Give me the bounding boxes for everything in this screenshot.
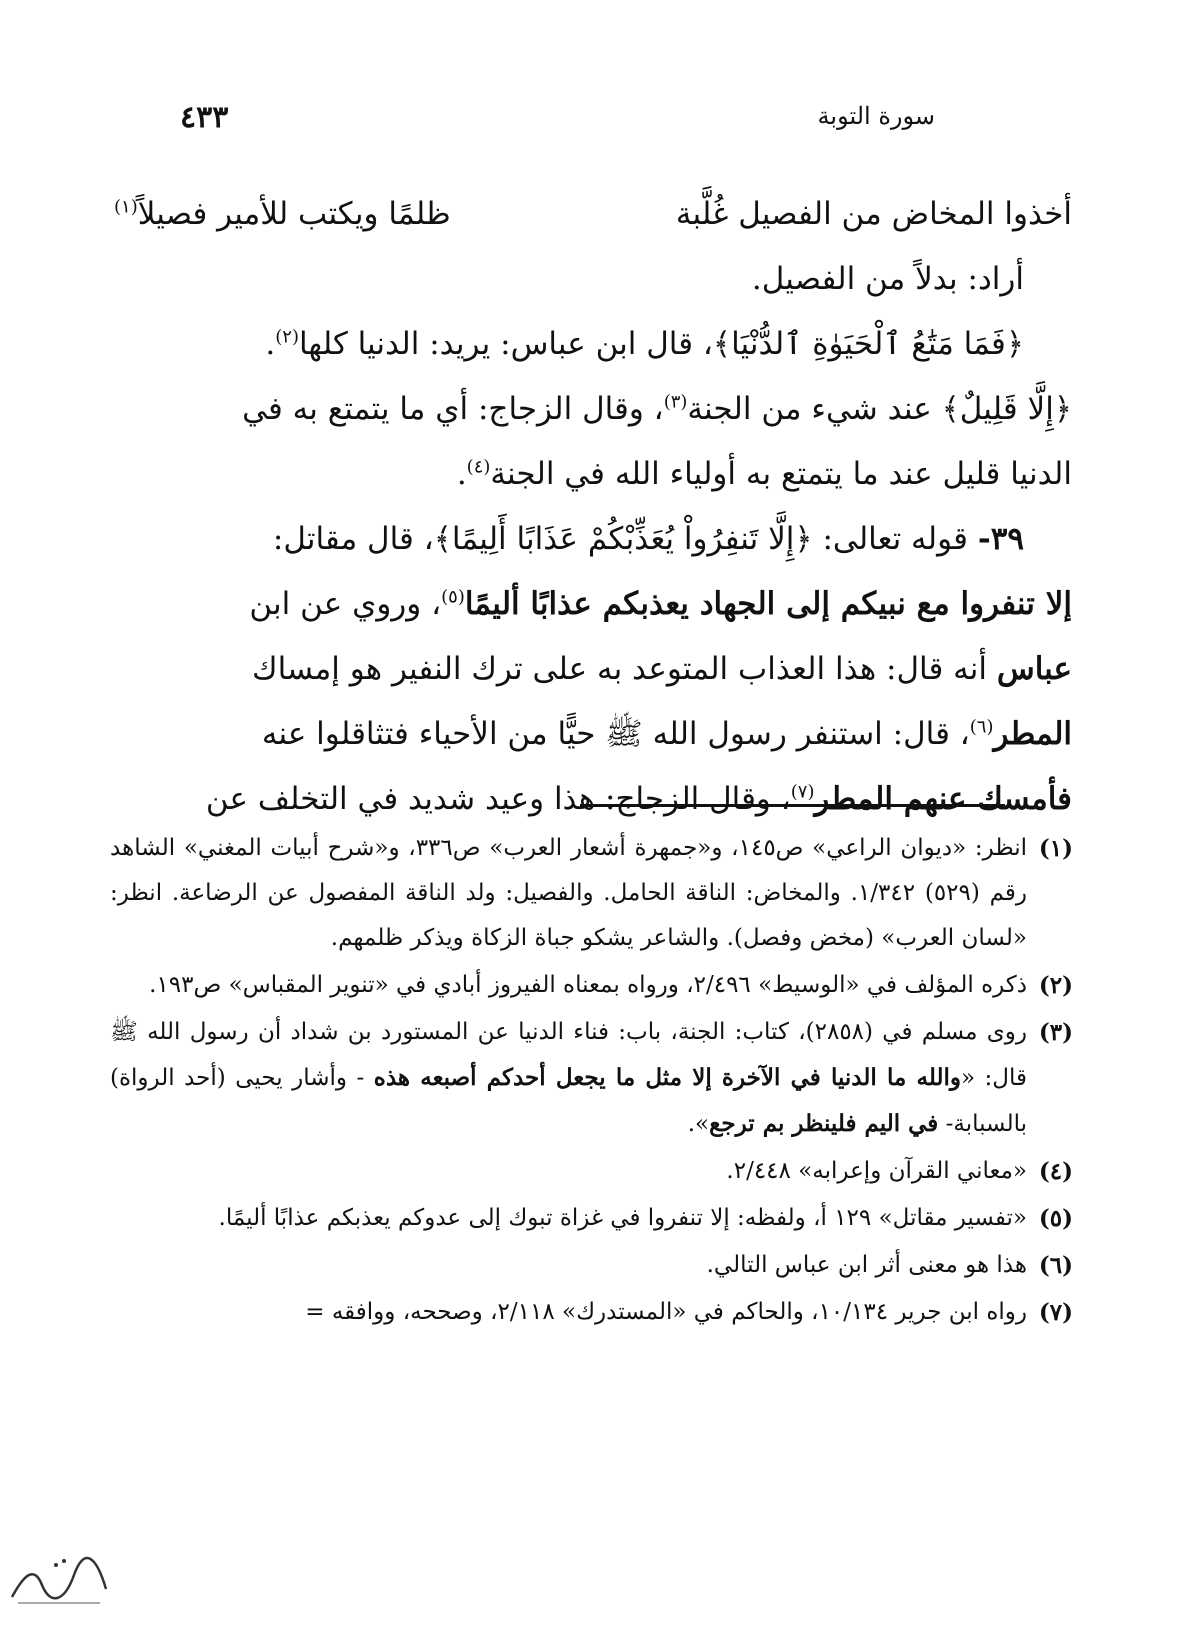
footnote [110, 1290, 1073, 1335]
text-line: أراد: بدلاً من الفصيل. [751, 261, 1024, 297]
footnote [110, 1010, 1073, 1147]
footnote-ref: (٤) [466, 456, 491, 478]
page-header [180, 100, 935, 140]
footnote-text: انظر: «ديوان الراعي» ص١٤٥، و«جمهرة أشعار العرب» ص٣٣٦، و«شرح أبيات المغني» الشاهد رقم (٥٢٩) ١/٣٤٢. والمخاض: الناقة الحامل. والفصيل: ولد الناقة المفصول عن الرضاعة. انظر: «لسان العرب» (مخض وفصل). والشاعر يشكو جباة الزكاة ويذكر ظلمهم. [110, 835, 1027, 951]
footnote-ref: (٦) [969, 716, 994, 738]
text-line: ﴿إِلَّا قَلِيلٌ﴾ عند شيء من الجنة$^{(٣)}$، وقال الزجاج: أي ما يتمتع به في [242, 391, 1072, 427]
footnote-ref: (٣) [663, 391, 688, 413]
watermark-logo [4, 1545, 114, 1615]
footnote [110, 1149, 1073, 1194]
footnote [110, 826, 1073, 961]
footnote-ref: (٧) [790, 781, 815, 803]
footnote-number: (٥) [1038, 1205, 1073, 1232]
footnote-number: (٦) [1038, 1252, 1073, 1279]
footnote-text: روى مسلم في (٢٨٥٨)، كتاب: الجنة، باب: فناء الدنيا عن المستورد بن شداد أن رسول الله ﷺ قال: «والله ما الدنيا في الآخرة إلا مثل ما يجعل أحدكم أصبعه هذه - وأشار يحيى (أحد الرواة) بالسبابة- في اليم فلينظر بم ترجع». [110, 1019, 1027, 1137]
verse-number: ٣٩- [977, 521, 1024, 557]
text-line: الدنيا قليل عند ما يتمتع به أولياء الله في الجنة$^{(٤)}$. [456, 456, 1072, 492]
quran-quote: ﴿إِلَّا تَنفِرُواْ يُعَذِّبْكُمْ عَذَابًا أَلِيمًا﴾ [433, 521, 813, 557]
footnote-number: (٧) [1038, 1299, 1073, 1326]
footnote-divider [580, 804, 1005, 807]
main-text [114, 182, 1072, 832]
footnote [110, 963, 1073, 1008]
text-line: المطر$^{(٦)}$، قال: استنفر رسول الله ﷺ حيًّا من الأحياء فتثاقلوا عنه [261, 716, 1072, 752]
quran-quote: ﴿فَمَا مَتَٰعُ ٱلْحَيَوٰةِ ٱلدُّنْيَا﴾ [712, 326, 1024, 362]
footnote-number: (١) [1038, 835, 1073, 862]
text-line: فأمسك عنهم المطر$^{(٧)}$، وقال الزجاج: هذا وعيد شديد في التخلف عن [205, 781, 1072, 817]
verse-first-hemistich: أخذوا المخاض من الفصيل غُلَّبة [675, 196, 1072, 232]
poetry-verse [114, 182, 1072, 247]
page-number: ٤٣٣ [180, 100, 229, 135]
text-line: عباس أنه قال: هذا العذاب المتوعد به على ترك النفير هو إمساك [252, 651, 1072, 687]
footnote-ref: (١) [114, 196, 138, 218]
footnote [110, 1243, 1073, 1288]
verse-second-hemistich: ظلمًا ويكتب للأمير فصيلاً$^{(١)}$ [114, 196, 451, 232]
text-line: إلا تنفروا مع نبيكم إلى الجهاد يعذبكم عذابًا أليمًا$^{(٥)}$، وروي عن ابن [249, 586, 1072, 622]
footnotes [110, 826, 1073, 1337]
footnote-number: (٣) [1038, 1019, 1073, 1046]
footnote-text: «معاني القرآن وإعرابه» ٢/٤٤٨. [726, 1158, 1027, 1184]
footnote-ref: (٢) [275, 326, 299, 348]
footnote-number: (٢) [1038, 972, 1073, 999]
text-line: ﴿فَمَا مَتَٰعُ ٱلْحَيَوٰةِ ٱلدُّنْيَا﴾، قال ابن عباس: يريد: الدنيا كلها$^{(٢)}$. [265, 326, 1024, 362]
text-line: ٣٩- قوله تعالى: ﴿إِلَّا تَنفِرُواْ يُعَذِّبْكُمْ عَذَابًا أَلِيمًا﴾، قال مقاتل: [272, 521, 1024, 557]
footnote [110, 1196, 1073, 1241]
footnote-text: ذكره المؤلف في «الوسيط» ٢/٤٩٦، ورواه بمعناه الفيروز أبادي في «تنوير المقباس» ص١٩٣. [149, 972, 1027, 998]
footnote-number: (٤) [1038, 1158, 1073, 1185]
footnote-text: هذا هو معنى أثر ابن عباس التالي. [706, 1252, 1027, 1278]
footnote-text: رواه ابن جرير ١٠/١٣٤، والحاكم في «المستدرك» ٢/١١٨، وصححه، ووافقه = [305, 1299, 1027, 1325]
footnote-text: «تفسير مقاتل» ١٢٩ أ، ولفظه: إلا تنفروا في غزاة تبوك إلى عدوكم يعذبكم عذابًا أليمًا. [218, 1205, 1027, 1231]
surah-title: سورة التوبة [817, 102, 935, 130]
quran-quote: ﴿إِلَّا قَلِيلٌ﴾ [941, 391, 1072, 427]
footnote-ref: (٥) [441, 586, 465, 608]
